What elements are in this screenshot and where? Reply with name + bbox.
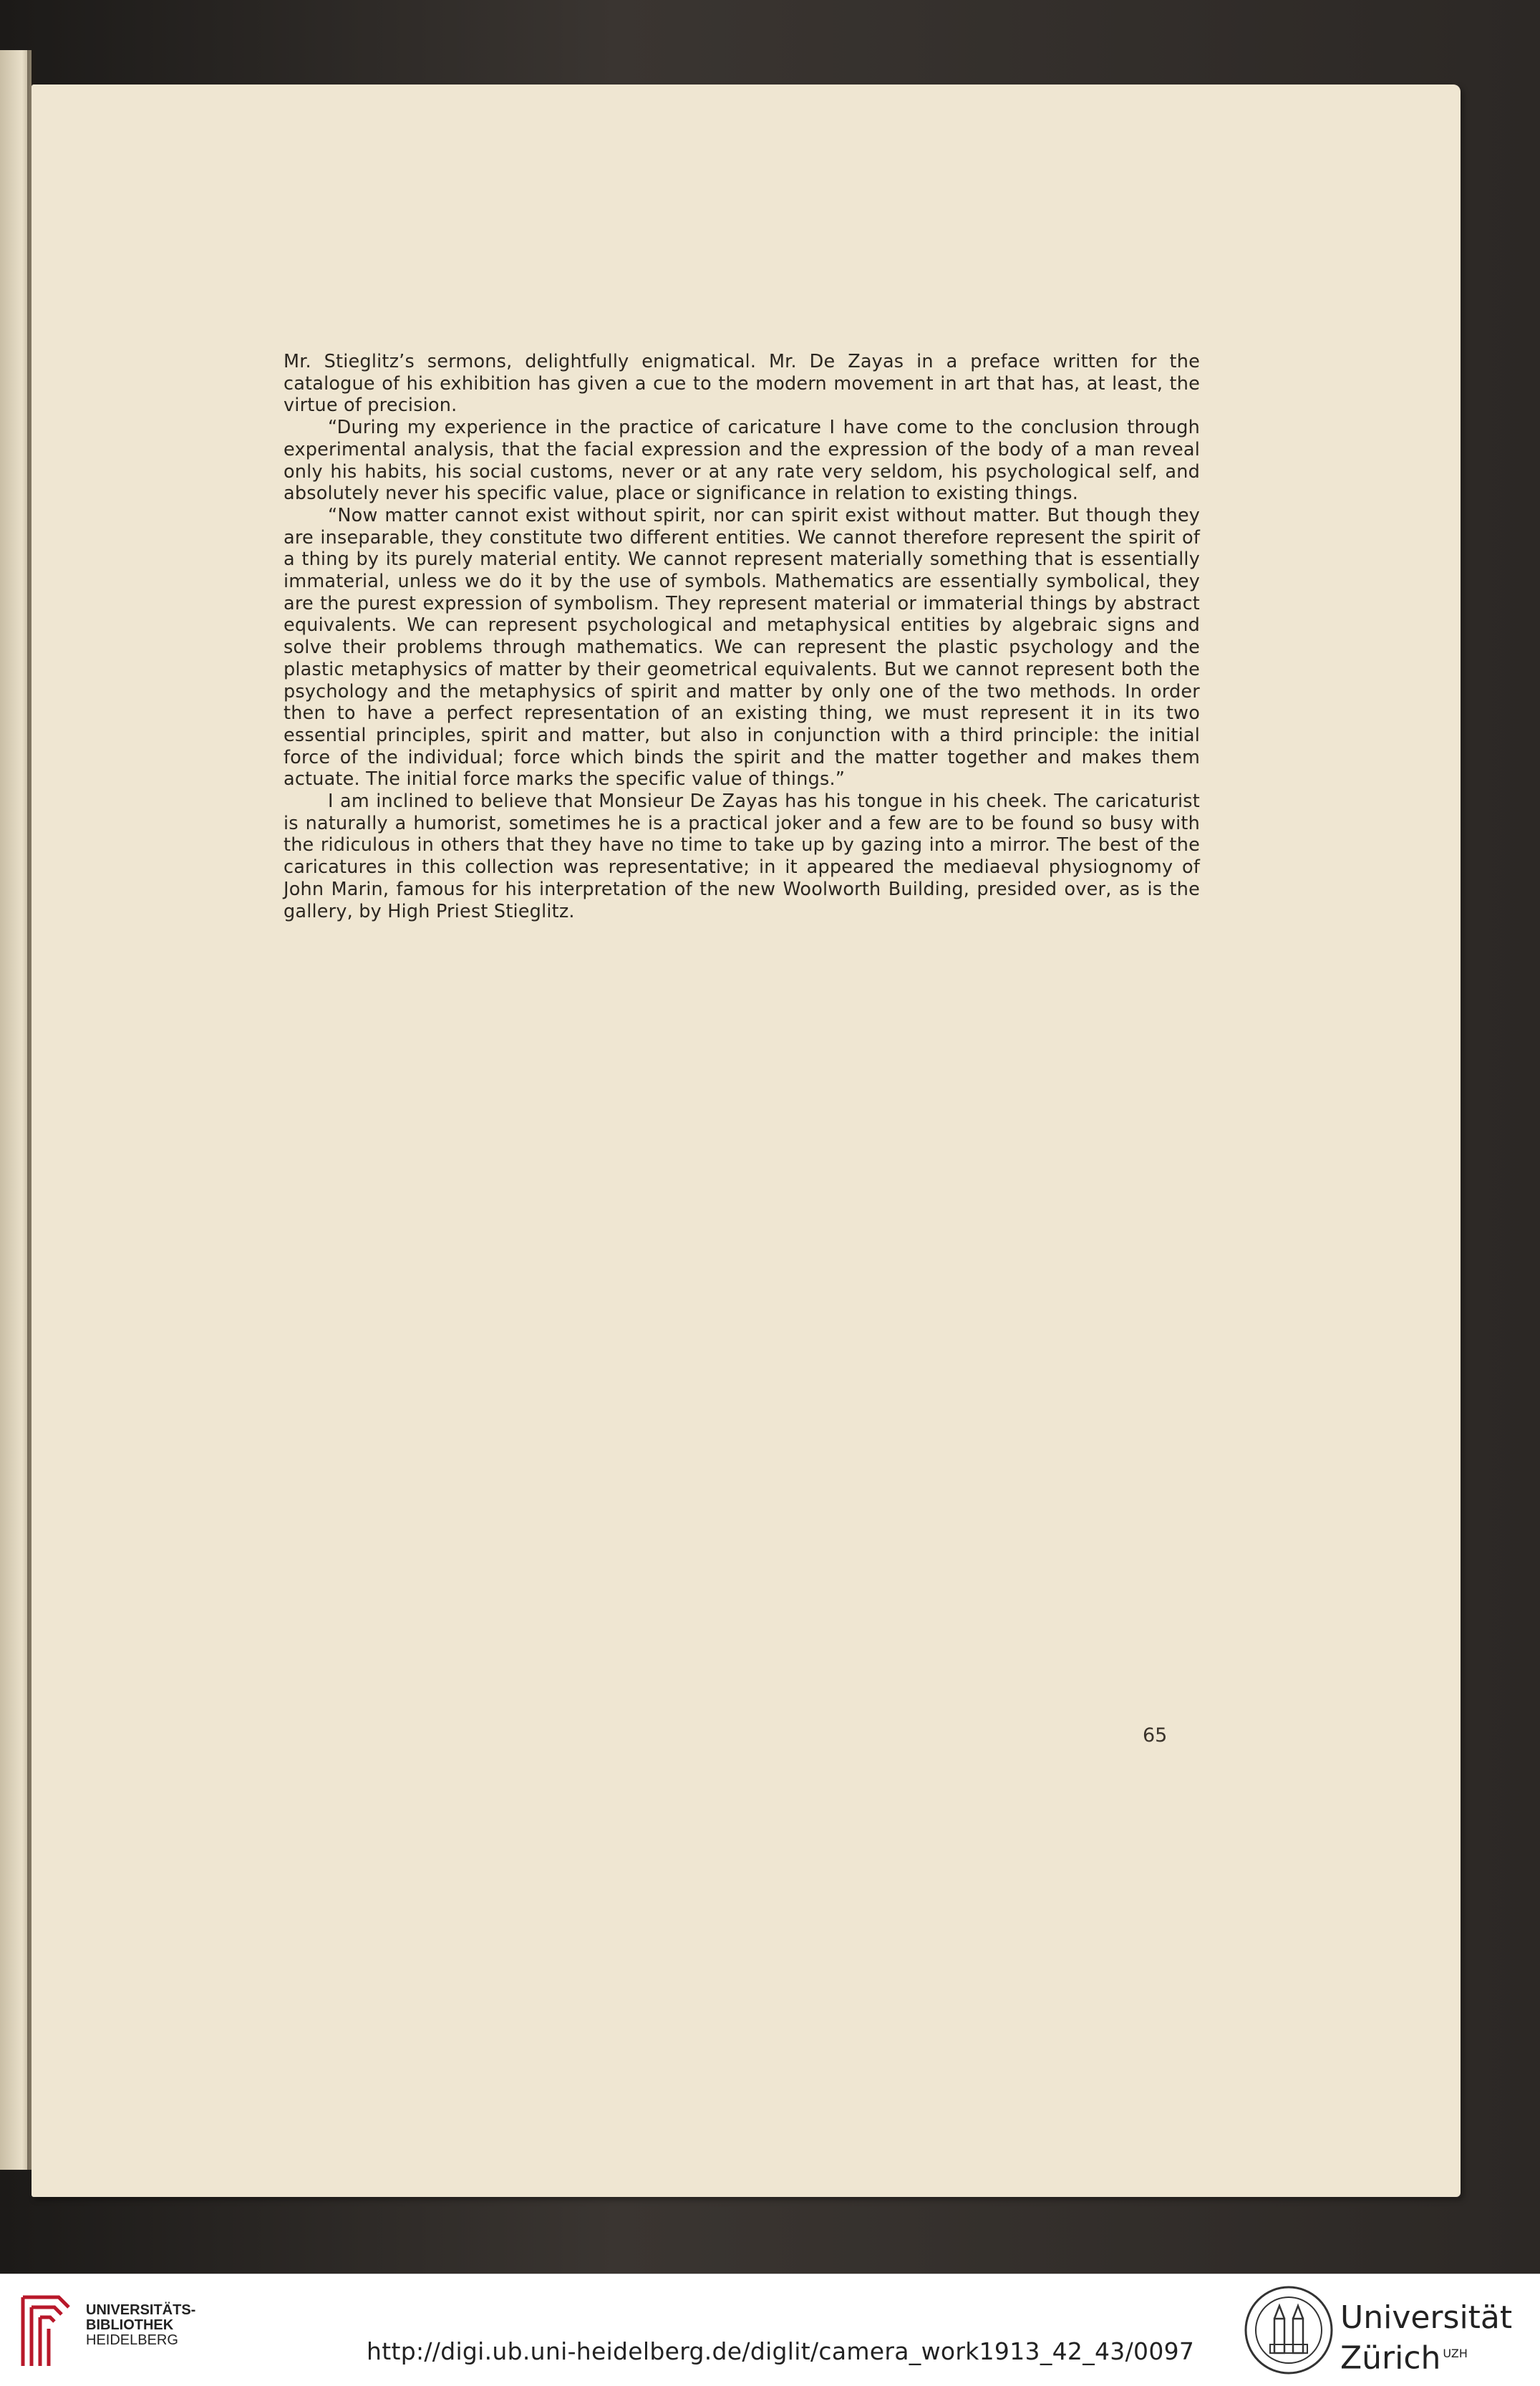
book-page [32, 84, 1461, 2197]
uzh-name[interactable] [1340, 2300, 1512, 2377]
uzh-name-line2 [1340, 2336, 1512, 2377]
footer-bar [0, 2274, 1540, 2386]
paragraph: Mr. Stieglitz’s sermons, delightfully enigmatical. Mr. De Zayas in a preface written for the catalogue of his exhibition has given a cue to the modern movement in art that has, at least, the virtue of precision. [284, 351, 1200, 417]
library-name-line3: HEIDELBERG [86, 2332, 178, 2348]
paragraph: “Now matter cannot exist without spirit, nor can spirit exist without matter. But though they are inseparable, they constitute two different entities. We cannot therefore represent the spirit of a thing by its purely material entity. We cannot represent materially something that is essentially immaterial, unless we do it by the use of symbols. Mathematics are essentially symbolical, they are the purest expression of symbolism. They represent material or immaterial things by abstract equivalents. We can represent psychological and metaphysical entities by algebraic signs and solve their problems through mathematics. We can represent the plastic psychology and the plastic metaphysics of matter by their geometrical equivalents. But we cannot represent both the psychology and the metaphysics of spirit and matter by only one of the two methods. In order then to have a perfect representation of an existing thing, we must represent it in its two essential principles, spirit and matter, but also in conjunction with a third principle: the initial force of the individual; force which binds the spirit and the matter together and makes them actuate. The initial force marks the specific value of things.” [284, 504, 1200, 791]
ub-heidelberg-logo-icon [16, 2287, 76, 2373]
uzh-name-line1: Universität [1340, 2299, 1513, 2336]
page-body-text [284, 351, 1200, 922]
ub-heidelberg-name[interactable] [86, 2303, 195, 2348]
library-name-line2: BIBLIOTHEK [86, 2317, 174, 2333]
uzh-zurich-label: Zürich [1340, 2339, 1441, 2377]
uzh-abbrev: UZH [1443, 2347, 1468, 2360]
paragraph: “During my experience in the practice of caricature I have come to the conclusion through experimental analysis, that the facial expression and the expression of the body of a man reveal only his habits, his social customs, never or at any rate very seldom, his psychological self, and absolutely never his specific value, place or significance in relation to existing things. [284, 417, 1200, 505]
library-name-line1: UNIVERSITÄTS- [86, 2302, 196, 2318]
paragraph: I am inclined to believe that Monsieur De Zayas has his tongue in his cheek. The caricaturist is naturally a humorist, sometimes he is a practical joker and a few are to be found so busy with the ridiculous in others that they have no time to take up by gazing into a mirror. The best of the caricatures in this collection was representative; in it appeared the mediaeval physiognomy of John Marin, famous for his interpretation of the new Woolworth Building, presided over, as is the gallery, by High Priest Stieglitz. [284, 791, 1200, 922]
page-number: 65 [1143, 1724, 1168, 1747]
uzh-seal-icon [1243, 2284, 1335, 2376]
permalink-url[interactable]: http://digi.ub.uni-heidelberg.de/diglit/camera_work1913_42_43/0097 [367, 2337, 1195, 2365]
